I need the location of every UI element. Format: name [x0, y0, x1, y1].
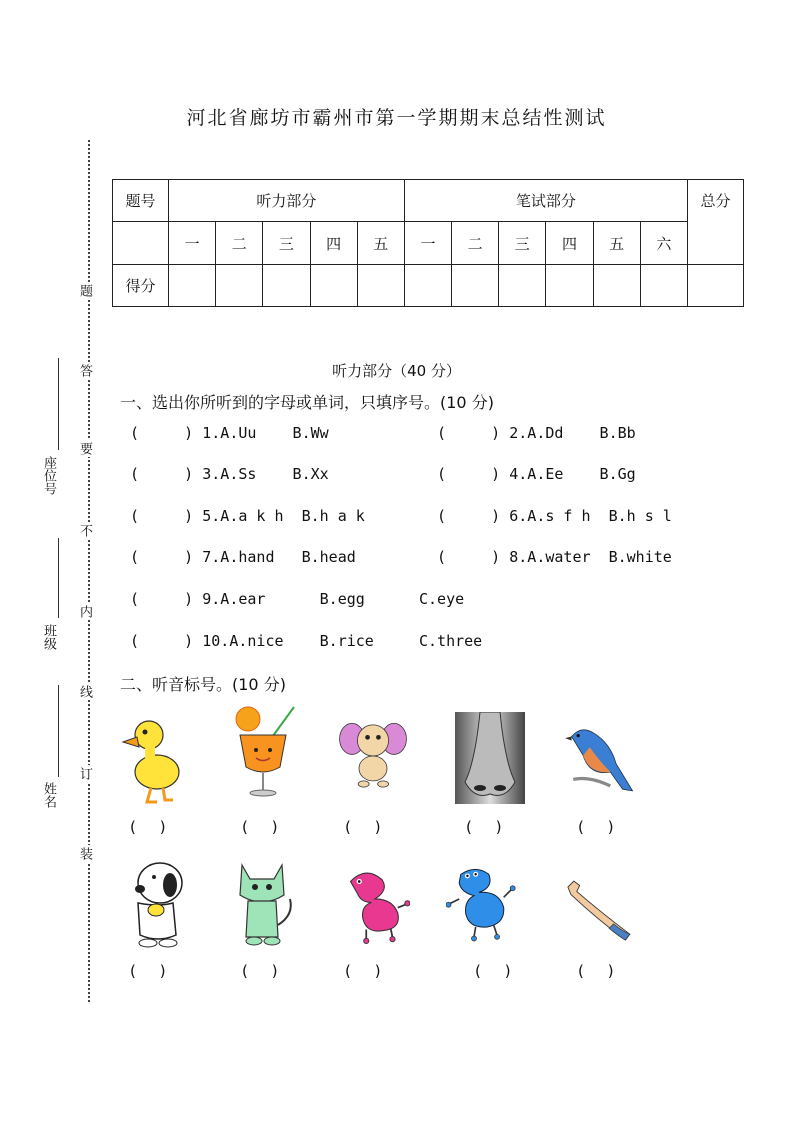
answer-blank[interactable]: ( ) — [475, 962, 511, 980]
answer-blank[interactable]: ( ) — [130, 962, 166, 980]
question-item: ( ) 9.A.ear B.egg C.eye — [130, 590, 465, 608]
answer-blank[interactable]: ( ) — [242, 818, 278, 836]
margin-char: 装 — [77, 847, 92, 860]
question-item: ( ) 10.A.nice B.rice C.three — [130, 632, 483, 650]
class-blank[interactable] — [58, 538, 59, 618]
question-item: ( ) 2.A.Dd B.Bb — [437, 424, 636, 442]
section1-title: 一、选出你所听到的字母或单词，只填序号。(10 分) — [120, 393, 494, 412]
margin-char: 订 — [77, 767, 92, 780]
blue-toy-picture — [446, 856, 516, 951]
question-number-header: 题号 — [113, 180, 169, 222]
listening-header: 听力部分 — [169, 180, 405, 222]
question-item: ( ) 6.A.s f h B.h s l — [437, 507, 672, 525]
answer-blank[interactable]: ( ) — [242, 962, 278, 980]
cat-picture — [228, 855, 298, 950]
score-cell[interactable] — [169, 265, 216, 307]
elephant-picture — [338, 705, 408, 800]
listening-col: 五 — [357, 222, 404, 265]
answer-blank[interactable]: ( ) — [345, 818, 381, 836]
written-col: 五 — [593, 222, 640, 265]
listening-heading: 听力部分（40 分） — [332, 362, 461, 380]
seat-number-label: 座位号 — [41, 456, 56, 495]
score-cell[interactable] — [546, 265, 593, 307]
section2-title: 二、听音标号。(10 分) — [120, 675, 286, 694]
score-cell[interactable] — [499, 265, 546, 307]
margin-char: 不 — [77, 524, 92, 537]
pink-toy-picture — [340, 858, 410, 953]
written-col: 一 — [404, 222, 451, 265]
answer-blank[interactable]: ( ) — [578, 818, 614, 836]
question-item: ( ) 5.A.a k h B.h a k — [130, 507, 365, 525]
margin-char: 内 — [77, 605, 92, 618]
answer-blank[interactable]: ( ) — [466, 818, 502, 836]
nose-picture — [455, 712, 525, 807]
answer-blank[interactable]: ( ) — [578, 962, 614, 980]
listening-col: 三 — [263, 222, 310, 265]
duck-picture — [115, 710, 185, 805]
written-header: 笔试部分 — [404, 180, 687, 222]
written-col: 三 — [499, 222, 546, 265]
question-item: ( ) 8.A.water B.white — [437, 548, 672, 566]
score-row-label: 得分 — [113, 265, 169, 307]
page-title: 河北省廊坊市霸州市第一学期期末总结性测试 — [186, 107, 607, 129]
score-cell[interactable] — [310, 265, 357, 307]
empty-cell — [113, 222, 169, 265]
binding-dotted-line — [88, 140, 90, 1002]
arm-picture — [562, 862, 632, 957]
name-label: 姓名 — [41, 782, 56, 808]
written-col: 四 — [546, 222, 593, 265]
score-cell[interactable] — [640, 265, 687, 307]
margin-char: 要 — [77, 442, 92, 455]
question-item: ( ) 3.A.Ss B.Xx — [130, 465, 329, 483]
total-score-cell[interactable] — [688, 265, 744, 307]
written-col: 六 — [640, 222, 687, 265]
orange-juice-picture — [228, 705, 298, 800]
listening-col: 二 — [216, 222, 263, 265]
written-col: 二 — [452, 222, 499, 265]
dog-picture — [118, 855, 188, 950]
score-table — [112, 179, 744, 307]
margin-char: 题 — [77, 284, 92, 297]
listening-col: 一 — [169, 222, 216, 265]
question-item: ( ) 1.A.Uu B.Ww — [130, 424, 329, 442]
answer-blank[interactable]: ( ) — [130, 818, 166, 836]
class-label: 班级 — [41, 624, 56, 650]
name-blank[interactable] — [58, 685, 59, 777]
bird-picture — [565, 710, 635, 805]
score-cell[interactable] — [593, 265, 640, 307]
score-cell[interactable] — [404, 265, 451, 307]
score-cell[interactable] — [452, 265, 499, 307]
answer-blank[interactable]: ( ) — [345, 962, 381, 980]
score-cell[interactable] — [263, 265, 310, 307]
listening-col: 四 — [310, 222, 357, 265]
score-cell[interactable] — [357, 265, 404, 307]
question-item: ( ) 4.A.Ee B.Gg — [437, 465, 636, 483]
margin-char: 线 — [77, 685, 92, 698]
total-score-header: 总分 — [688, 180, 744, 265]
margin-char: 答 — [77, 364, 92, 377]
question-item: ( ) 7.A.hand B.head — [130, 548, 356, 566]
score-cell[interactable] — [216, 265, 263, 307]
